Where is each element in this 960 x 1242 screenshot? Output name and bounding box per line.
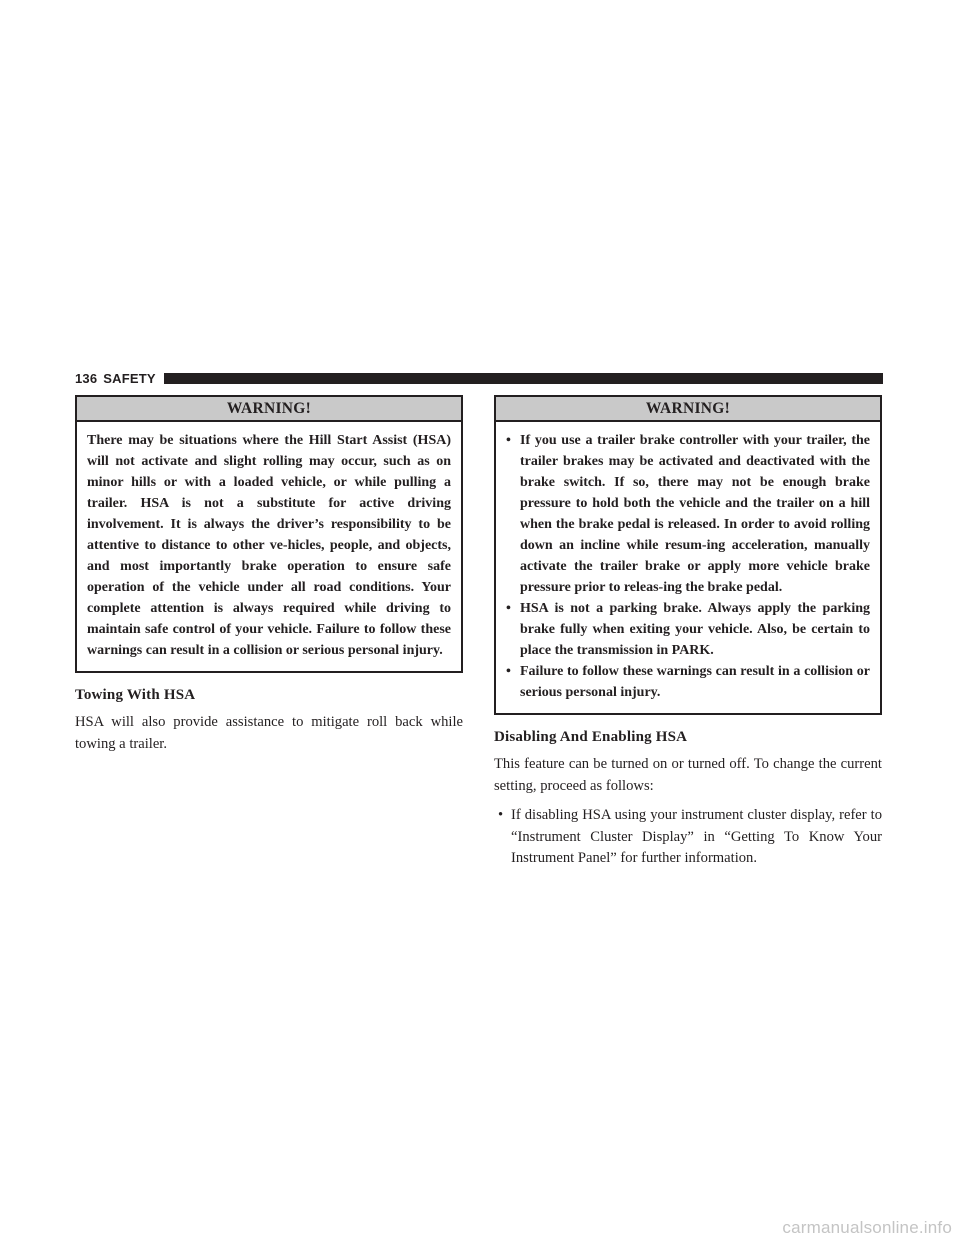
section-title: SAFETY	[103, 370, 156, 386]
header-label	[75, 371, 164, 386]
disabling-paragraph: This feature can be turned on or turned off. To change the current setting, proceed as follows:	[494, 756, 882, 794]
disabling-heading: Disabling And Enabling HSA	[494, 729, 688, 745]
bullet-icon: •	[506, 601, 511, 616]
towing-paragraph: HSA will also provide assistance to mitigate roll back while towing a trailer.	[75, 714, 463, 752]
warning-list	[506, 430, 870, 703]
watermark: carmanualsonline.info	[782, 1218, 952, 1237]
list-item: • If disabling HSA using your instrument cluster display, refer to “Instrument Cluster Display” in “Getting To Know Your Instrument Panel” for further information.	[498, 807, 882, 866]
warning-list-item: • If you use a trailer brake controller with your trailer, the trailer brakes may be activated and deactivated with the brake switch. If so, there may not be enough brake pressure to hold both the vehicle and the trailer on a hill when the brake pedal is released. In order to avoid rolling down an incline while resum-ing acceleration, manually activate the trailer brake or apply more vehicle brake pressure prior to releas-ing the brake pedal.	[506, 430, 870, 598]
warning-list-item: • HSA is not a parking brake. Always apply the parking brake fully when exiting your vehicle. Also, be certain to place the transmission in PARK.	[506, 598, 870, 661]
warning-box-left	[75, 395, 463, 673]
disabling-list	[494, 805, 882, 870]
left-column	[75, 395, 463, 763]
page-number: 136	[75, 370, 98, 386]
bullet-icon: •	[498, 807, 504, 823]
warning-title: WARNING!	[77, 397, 461, 422]
right-column	[494, 395, 882, 870]
warning-title: WARNING!	[496, 397, 880, 422]
warning-list-container	[496, 422, 880, 713]
warning-list-item: • Failure to follow these warnings can result in a collision or serious personal injury.	[506, 661, 870, 703]
bullet-icon: •	[506, 433, 511, 448]
warning-box-right	[494, 395, 882, 715]
bullet-icon: •	[506, 664, 511, 679]
warning-text: There may be situations where the Hill Start Assist (HSA) will not activate and slight rolling may occur, such as on minor hills or with a loaded vehicle, or while pulling a trailer. HSA is not a substitute for active driving involvement. It is always the driver’s responsibility to be attentive to distance to other ve-hicles, people, and objects, and most importantly brake operation to ensure safe operation of the vehicle under all road conditions. Your complete attention is always required while driving to maintain safe control of your vehicle. Failure to follow these warnings can result in a collision or serious personal injury.	[87, 433, 451, 658]
page-header	[75, 370, 883, 386]
towing-heading: Towing With HSA	[75, 687, 196, 703]
header-rule	[164, 373, 883, 384]
